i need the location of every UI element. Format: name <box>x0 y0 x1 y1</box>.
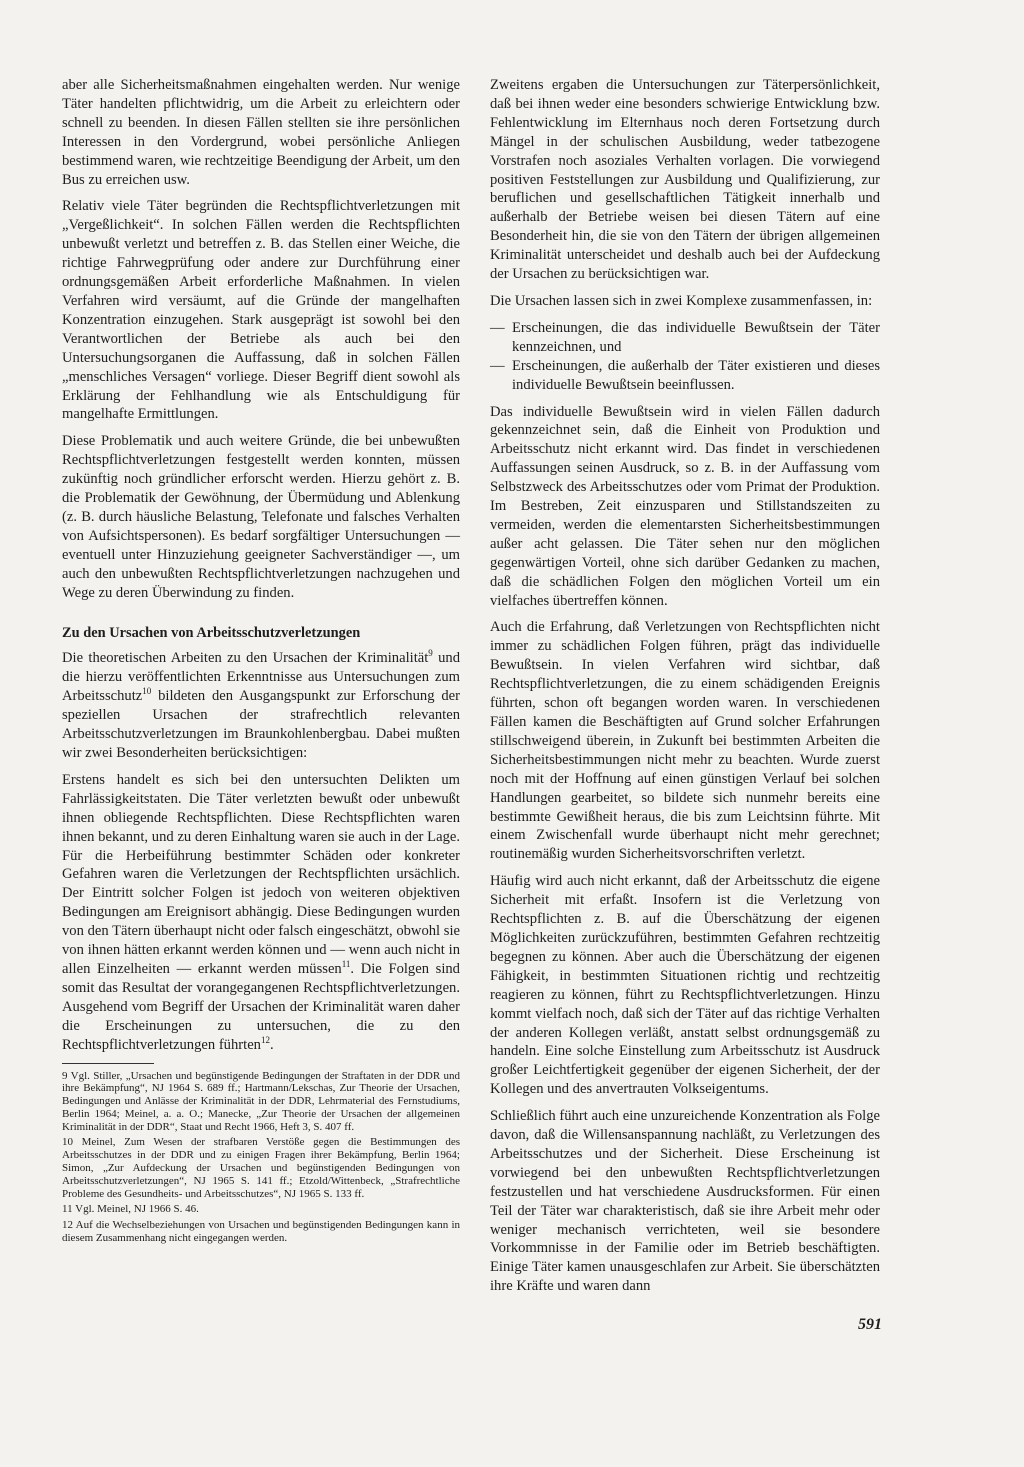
left-column <box>62 76 460 1248</box>
text-run: . <box>269 1036 274 1053</box>
paragraph-right-1: Zweitens ergaben die Untersuchungen zur Täterpersönlichkeit, daß bei ihnen weder eine besonders schwierige Entwicklung bzw. Fehlentwicklung im Elternhaus noch deren Fortsetzung durch Mängel in der schulischen Ausbildung, weder tatbezogene Vorstrafen noch asoziales Verhalten vorlagen. Die vorwiegend positiven Feststellungen zur Ausbildung und Qualifizierung, zur beruflichen und gesellschaftlichen Tätigkeit innerhalb und außerhalb der Betriebe weisen bei diesen Tätern auf eine Besonderheit hin, die sie von den Tätern der übrigen allgemeinen Kriminalität unterscheidet und deshalb auch bei der Aufdeckung der Ursachen zu berücksichtigen war. <box>490 77 880 283</box>
paragraph-right-4: Auch die Erfahrung, daß Verletzungen von Rechtspflichten nicht immer zu schädlichen Folgen führen, prägt das individuelle Bewußtsein. In vielen Verfahren wird sichtbar, daß Rechtspflichtverletzungen, die zu einem schädigenden Ereignis führten, schon oft begangen worden waren. In verschiedenen Fällen kamen die Beschäftigten auf Grund solcher Erfahrungen stillschweigend überein, in Zukunft bei bestimmten Arbeiten die Sicherheitsbestimmungen nicht mehr zu beachten. Wurde zuerst noch mit der Hoffnung auf einen günstigen Verlauf bei solchen Handlungen gearbeitet, so bildete sich nunmehr bereits eine bestimmte Gewißheit heraus, die bis zum Leichtsinn führte. Mit einem Zwischenfall wurde überhaupt nicht mehr gerechnet; routinemäßig wurden Sicherheitsvorschriften verletzt. <box>490 619 880 863</box>
footnote-ref-9: 9 <box>428 648 433 659</box>
footnote-ref-10: 10 <box>142 686 152 697</box>
footnote-12: 12 Auf die Wechselbeziehungen von Ursachen und begünstigenden Bedingungen kann in diesem Zusammenhang nicht eingegangen werden. <box>62 1219 460 1245</box>
list-item-text: Erscheinungen, die das individuelle Bewußtsein der Täter kennzeichnen, und <box>512 319 880 355</box>
text-run: Erstens handelt es sich bei den untersuchten Delikten um Fahrlässigkeitstaten. Die Täter verletzten bewußt oder unbewußt ihnen obliegende Rechtspflichten. Diese Rechtspflichten waren ihnen bekannt, und zu deren Einhaltung waren sie auch in der Lage. Für die Herbeiführung bestimmter Schäden oder konkreter Gefahren waren die Verletzungen der Rechtspflichten ursächlich. Der Eintritt solcher Folgen ist jedoch von weiteren objektiven Bedingungen am Ereignisort abhängig. Diese Bedingungen wurden von den Tätern überhaupt nicht oder falsch eingeschätzt, obwohl sie von ihnen hätten erkannt werden können und — wenn auch nicht in allen Einzelheiten — erkannt werden müssen <box>62 771 460 977</box>
paragraph-left-5 <box>62 771 460 1055</box>
dash-bullet: — <box>490 319 505 336</box>
footnote-ref-11: 11 <box>341 959 351 970</box>
paragraph-left-2: Relativ viele Täter begründen die Rechtspflichtverletzungen mit „Vergeßlichkeit“. In solchen Fällen werden die Rechtspflichten unbewußt verletzt und betreffen z. B. das Stellen einer Weiche, die richtige Fahrwegprüfung oder andere zur Durchführung einer ordnungsgemäßen Arbeit erforderliche Maßnahmen. In vielen Verfahren wird versäumt, auf die Gründe der mangelhaften Konzentration einzugehen. Stark ausgeprägt ist sowohl bei den Verantwortlichen der Betriebe als auch bei den Untersuchungsorganen die Auffassung, daß in solchen Fällen „menschliches Versagen“ vorliege. Dieser Begriff dient sowohl als Erklärung der Fehlhandlung wie als Entschuldigung für mangelhafte Ermittlungen. <box>62 198 460 423</box>
list-item <box>490 357 880 395</box>
paragraph-left-4 <box>62 649 460 762</box>
footnote-ref-12: 12 <box>260 1034 270 1045</box>
page-number: 591 <box>858 1316 882 1333</box>
right-column <box>490 76 880 1304</box>
section-heading: Zu den Ursachen von Arbeitsschutzverletzungen <box>62 625 361 642</box>
dash-bullet: — <box>490 357 505 374</box>
paragraph-right-2: Die Ursachen lassen sich in zwei Komplexe zusammenfassen, in: <box>490 292 873 309</box>
footnote-9: 9 Vgl. Stiller, „Ursachen und begünstigende Bedingungen der Straftaten in der DDR und ihre Bekämpfung“, NJ 1964 S. 689 ff.; Hartmann/Lekschas, Zur Theorie der Ursachen, Bedingungen und Anlässe der Kriminalität in der DDR, Lehrmaterial des Fernstudiums, Berlin 1964; Meinel, a. a. O.; Manecke, „Zur Theorie der Ursachen der allgemeinen Kriminalität in der DDR“, Staat und Recht 1966, Heft 3, S. 407 ff. <box>62 1069 460 1133</box>
text-run: bildeten den Ausgangspunkt zur Erforschung der speziellen Ursachen der strafrechtlich relevanten Arbeitsschutzverletzungen im Braunkohlenbergbau. Dabei mußten wir zwei Besonderheiten berücksichtigen: <box>62 688 460 761</box>
text-run: und die hierzu veröffentlichten Erkenntnisse aus Untersuchungen zum Arbeitsschutz <box>62 650 460 705</box>
list-item-text: Erscheinungen, die außerhalb der Täter existieren und dieses individuelle Bewußtsein beeinflussen. <box>512 357 880 393</box>
dash-list <box>490 319 880 395</box>
paragraph-left-1: aber alle Sicherheitsmaßnahmen eingehalten werden. Nur wenige Täter handelten pflichtwidrig, um die Arbeit zu erleichtern oder schnell zu beenden. In diesen Fällen stellten sie ihre persönlichen Interessen in den Vordergrund, wobei persönliche Anliegen bestimmend waren, wie rechtzeitige Beendigung der Arbeit, um den Bus zu erreichen usw. <box>62 77 460 188</box>
footnote-10: 10 Meinel, Zum Wesen der strafbaren Verstöße gegen die Bestimmungen des Arbeitsschutzes in der DDR und zu einigen Fragen ihrer Bekämpfung, Berlin 1964; Simon, „Zur Aufdeckung der Ursachen und begünstigenden Bedingungen von Arbeitsschutzverletzungen“, NJ 1965 S. 141 ff.; Etzold/Wittenbeck, „Strafrechtliche Probleme des Gesundheits- und Arbeitsschutzes“, NJ 1965 S. 133 ff. <box>62 1136 460 1200</box>
footnote-11: 11 Vgl. Meinel, NJ 1966 S. 46. <box>62 1203 199 1216</box>
list-item <box>490 319 880 357</box>
paragraph-right-3: Das individuelle Bewußtsein wird in vielen Fällen dadurch gekennzeichnet sein, daß die Einheit von Produktion und Arbeitsschutz nicht erkannt wird. Das findet in verschiedenen Auffassungen seinen Ausdruck, so z. B. in der Auffassung vom Selbstzweck des Arbeitsschutzes oder vom Primat der Produktion. Im Bestreben, Zeit einzusparen und Stillstandszeiten zu vermeiden, werden die elementarsten Sicherheitsbestimmungen außer acht gelassen. Die Täter sehen nur den möglichen gegenwärtigen Vorteil, ohne sich darüber Gedanken zu machen, daß die schädlichen Folgen den möglichen Vorteil um ein vielfaches übertreffen können. <box>490 403 880 609</box>
paragraph-right-5: Häufig wird auch nicht erkannt, daß der Arbeitsschutz die eigene Sicherheit mit erfaßt. Insofern ist die Verletzung von Rechtspflichten z. B. auf die Überschätzung der eigenen Möglichkeiten zurückzuführen, bestimmten Gefahren rechtzeitig begegnen zu können. Aber auch die Überschätzung der eigenen Fähigkeit, in bestimmten Situationen richtig und rechtzeitig reagieren zu können, führt zu Rechtspflichtverletzungen. Hinzu kommt vielfach noch, daß sich der Täter auf das richtige Verhalten der anderen Kollegen verläßt, anstatt selbst ordnungsgemäß zu handeln. Eine solche Einstellung zum Arbeitsschutz ist Ausdruck großer Leichtfertigkeit gegenüber der eigenen Sicherheit, der der Kollegen und des anvertrauten Volkseigentums. <box>490 873 880 1098</box>
paragraph-left-3: Diese Problematik und auch weitere Gründe, die bei unbewußten Rechtspflichtverletzungen festgestellt werden konnten, müssen zukünftig noch gründlicher erforscht werden. Hierzu gehört z. B. die Problematik der Gewöhnung, der Übermüdung und Ablenkung (z. B. durch häusliche Belastung, Telefonate und falsches Verhalten von Aufsichtspersonen). Es bedarf sorgfältiger Untersuchungen — eventuell unter Hinzuziehung geeigneter Sachverständiger —, um auch den unbewußten Rechtspflichtverletzungen nachzugehen und Wege zu deren Überwindung zu finden. <box>62 433 460 601</box>
paragraph-right-6: Schließlich führt auch eine unzureichende Konzentration als Folge davon, daß die Willensanspannung nachläßt, zu Verletzungen des Arbeitsschutzes und der Sicherheit. Diese Erscheinung ist vorwiegend bei den unbewußten Rechtspflichtverletzungen festzustellen und hat verschiedene Ausdrucksformen. Für einen Teil der Täter war charakteristisch, daß sie ihre Arbeit mehr oder weniger mechanisch verrichteten, weil sie besondere Vorkommnisse in der Familie oder im Betrieb beschäftigten. Einige Täter kamen unausgeschlafen zur Arbeit. Sie überschätzten ihre Kräfte und waren dann <box>490 1108 880 1295</box>
text-run: Die theoretischen Arbeiten zu den Ursachen der Kriminalität <box>62 650 429 667</box>
footnote-divider <box>62 1063 154 1064</box>
text-run: . Die Folgen sind somit das Resultat der vorangegangenen Rechtspflichtverletzungen. Ausgehend vom Begriff der Ursachen der Kriminalität waren daher die Erscheinungen zu untersuchen, die zu den Rechtspflichtverletzungen führten <box>62 960 460 1053</box>
